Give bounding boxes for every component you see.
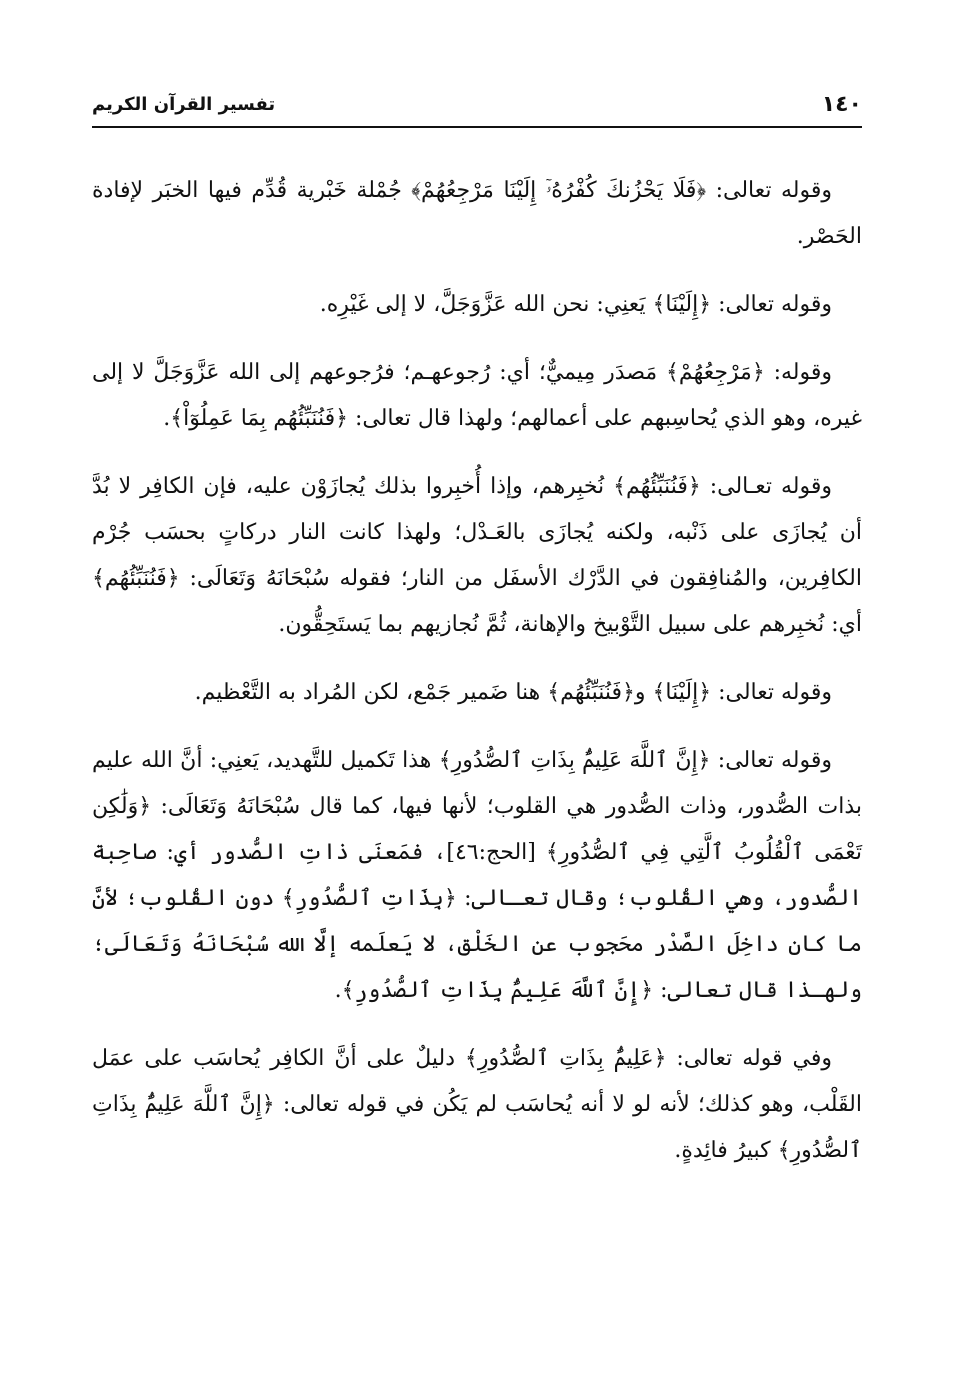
paragraph-6: وقوله تعالى: ﴿إِنَّ ٱللَّهَ عَلِيمٌۢ بِذَاتِ ٱلصُّدُورِ﴾ هذا تَكميل للتَّهديد، يَعنِي: أنَّ الله عليم بذات الصُّدور، وذات الصُّدور هي القلوب؛ لأنها فيها، كما قال سُبْحَانَهُ وَتَعَالَى: ﴿وَلَٰكِن تَعْمَى ٱلْقُلُوبُ ٱلَّتِي فِي ٱلصُّدُورِ﴾ [الحج:٤٦]، فمَعنَى ذاتِ الصُّدور أي: صاحِبة الصُّدور، وهي القُلوب؛ وقال تعـالى: ﴿بِذَاتِ ٱلصُّدُورِ﴾ دون القُلوب؛ لأنَّ ما كان داخِلَ الصَّدْر محَجوب عن الخَلْق، لا يَعلَمه إلَّا الله سُبْحَانَهُ وَتَعَالَى؛ ولهـذا قال تعالى: ﴿إِنَّ ٱللَّهَ عَلِيمٌۢ بِذَاتِ ٱلصُّدُورِ﴾. <box>92 748 862 1003</box>
running-title: تفسير القرآن الكريم <box>92 94 276 115</box>
page-header <box>92 92 862 128</box>
paragraph-7: وفي قوله تعالى: ﴿عَلِيمٌۢ بِذَاتِ ٱلصُّدُورِ﴾ دليلٌ على أنَّ الكافِر يُحاسَب على عمَل القَلْب، وهو كذلك؛ لأنه لو لا أنه يُحاسَب لم يَكُن في قوله تعالى: ﴿إِنَّ ٱللَّهَ عَلِيمٌۢ بِذَاتِ ٱلصُّدُورِ﴾ كبيرُ فائِدةٍ. <box>92 1046 862 1163</box>
paragraph-1: وقوله تعالى: ﴿فَلَا يَحْزُنكَ كُفْرُهُۥٓ إِلَيْنَا مَرْجِعُهُمْ﴾ جُمْلة خَبْرية قُدِّم فيها الخبَر لإفادة الحَصْر. <box>92 178 862 249</box>
paragraph-2: وقوله تعالى: ﴿إِلَيْنَا﴾ يَعنِي: نحن الله عَزَّوَجَلَّ، لا إلى غَيْرِه. <box>319 292 832 317</box>
body-text <box>92 168 862 1196</box>
paragraph-4: وقوله تعـالى: ﴿فَنُنَبِّئُهُم﴾ نُخبِرهم، وإذا أُخبِروا بذلك يُجازَوْن عليه، فإن الكافِر لا بُدَّ أن يُجازَى على ذَنْبه، ولكنه يُجازَى بالعَـدْل؛ ولهذا كانت النار دركاتٍ بحسَب جُرْم الكافِرين، والمُنافِقون في الدَّرْك الأسفَل من النار؛ فقوله سُبْحَانَهُ وَتَعَالَى: ﴿فَنُنَبِّئُهُم﴾ أي: نُخبِرهم على سبيل التَّوْبيخ والإهانة، ثُمَّ نُجازيهم بما يَستَحِقُّون. <box>92 474 862 637</box>
page-number: ١٤٠ <box>821 92 862 117</box>
paragraph-5: وقوله تعالى: ﴿إِلَيْنَا﴾ و﴿فَنُنَبِّئُهُم﴾ هنا ضَمير جَمْع، لكن المُراد به التَّعْظيم. <box>194 680 832 705</box>
paragraph-3: وقوله: ﴿مَرْجِعُهُمْ﴾ مَصدَر مِيميٌّ؛ أي: رُجوعهـم؛ فرُجوعهم إلى الله عَزَّوَجَلَّ لا إلى غيره، وهو الذي يُحاسِبهم على أعمالهم؛ ولهذا قال تعالى: ﴿فَنُنَبِّئُهُم بِمَا عَمِلُوٓاْ﴾. <box>92 360 862 431</box>
